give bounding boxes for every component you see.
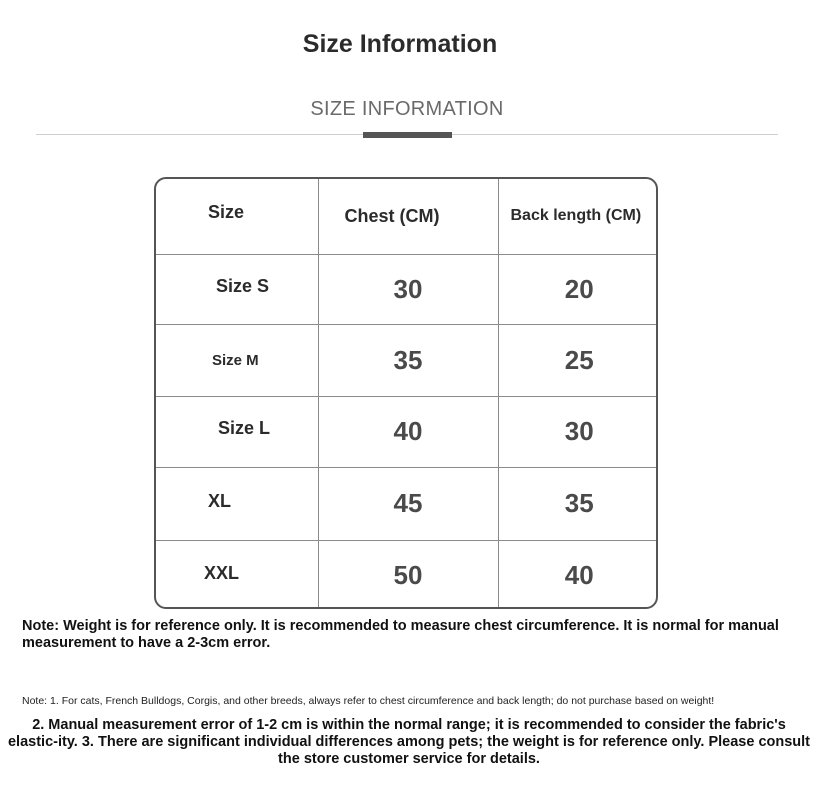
back-length-value: 40 [498,540,658,609]
chest-value: 35 [318,324,498,396]
column-header-chest: Chest (CM) [318,179,498,254]
column-header-size: Size [156,179,318,254]
size-label: Size S [156,254,318,324]
size-label: Size L [156,396,318,467]
chest-value: 30 [318,254,498,324]
size-table [154,177,658,609]
chest-value: 40 [318,396,498,467]
back-length-value: 20 [498,254,658,324]
page-title: Size Information [302,30,498,58]
table-row [156,254,658,324]
size-label: Size M [156,324,318,396]
size-label: XXL [156,540,318,609]
back-length-value: 30 [498,396,658,467]
section-subtitle: SIZE INFORMATION [310,98,504,120]
table-row [156,540,658,609]
breed-note: Note: 1. For cats, French Bulldogs, Corgis, and other breeds, always refer to chest circumference and back length; do not purchase based on weight! [22,695,715,707]
back-length-value: 25 [498,324,658,396]
table-row [156,467,658,540]
divider-accent [363,132,452,138]
chest-value: 45 [318,467,498,540]
measurement-note: 2. Manual measurement error of 1-2 cm is within the normal range; it is recommended to consider the fabric's elastic-ity. 3. There are significant individual differences among pets; the weight is for reference only. Please consult the store customer service for details. [7,717,811,767]
table-header-row [156,179,658,254]
weight-note: Note: Weight is for reference only. It is recommended to measure chest circumference. It is normal for manual measurement to have a 2-3cm error. [22,618,779,651]
table-row [156,324,658,396]
size-label: XL [156,467,318,540]
chest-value: 50 [318,540,498,609]
column-header-back-length: Back length (CM) [498,179,658,254]
back-length-value: 35 [498,467,658,540]
table-row [156,396,658,467]
